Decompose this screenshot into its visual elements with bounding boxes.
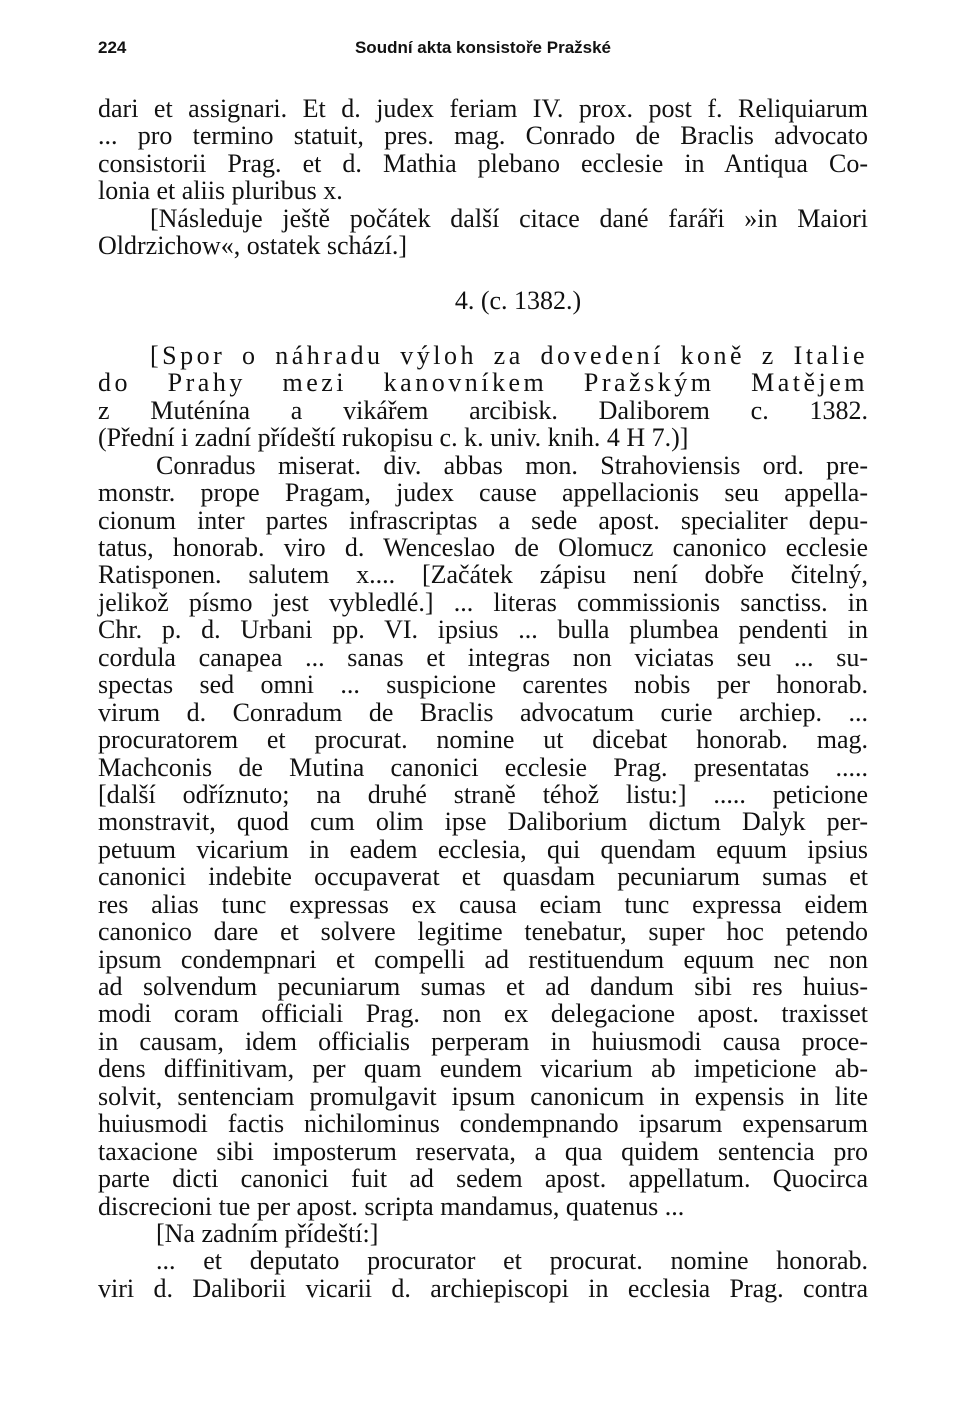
editorial-note: Oldrzichow«, ostatek schází.] bbox=[98, 231, 408, 261]
text-line: tatus, honorab. viro d. Wenceslao de Olomucz canonico ecclesie bbox=[98, 533, 868, 562]
text-line: Conradus miserat. div. abbas mon. Strahoviensis ord. pre- bbox=[156, 450, 868, 480]
text-line: res alias tunc expressas ex causa eciam tunc expressa eidem bbox=[98, 889, 868, 919]
section-summary: z Muténína a vikářem arcibisk. Daliborem c. 1382. bbox=[98, 395, 868, 425]
text-line: ... et deputato procurator et procurat. nomine honorab. bbox=[156, 1246, 868, 1276]
text-line: consistorii Prag. et d. Mathia plebano ecclesie in Antiqua Co- bbox=[98, 148, 868, 178]
text-line: virum d. Conradum de Braclis advocatum curie archiep. ... bbox=[98, 697, 868, 727]
text-line: jelikož písmo jest vybledlé.] ... literas commissionis sanctiss. in bbox=[98, 587, 868, 617]
source-note: (Přední i zadní přídeští rukopisu c. k. univ. knih. 4 H 7.)] bbox=[98, 423, 689, 453]
running-title: Soudní akta konsistoře Pražské bbox=[354, 38, 612, 57]
text-line: cionum inter partes infrascriptas a sede apost. specialiter depu- bbox=[98, 505, 868, 535]
text-line: petuum vicarium in eadem ecclesia, qui quendam equum ipsius bbox=[98, 834, 868, 864]
text-line: modi coram officiali Prag. non ex delegacione apost. traxisset bbox=[98, 999, 868, 1029]
text-line: discrecioni tue per apost. scripta mandamus, quatenus ... bbox=[98, 1191, 685, 1221]
editorial-note: [Následuje ještě počátek další citace dané faráři »in Maiori bbox=[150, 203, 868, 233]
text-line: Machconis de Mutina canonici ecclesie Prag. presentatas ..... bbox=[98, 752, 868, 782]
text-line: ... pro termino statuit, pres. mag. Conrado de Braclis advocato bbox=[98, 121, 868, 151]
text-line: canonici indebite occupaverat et quasdam pecuniarum sumas et bbox=[98, 862, 868, 892]
text-line: solvit, sentenciam promulgavit ipsum canonicum in expensis in lite bbox=[98, 1081, 868, 1111]
document-body bbox=[98, 95, 868, 1302]
text-line: dens diffinitivam, per quam eundem vicarium ab impeticione ab- bbox=[98, 1054, 868, 1084]
text-line: parte dicti canonici fuit ad sedem apost. appellatum. Quocirca bbox=[98, 1164, 868, 1194]
page-number: 224 bbox=[98, 38, 127, 57]
section-number: 4. (c. 1382.) bbox=[454, 286, 582, 316]
text-line: Chr. p. d. Urbani pp. VI. ipsius ... bulla plumbea pendenti in bbox=[98, 615, 868, 645]
text-line: dari et assignari. Et d. judex feriam IV. prox. post f. Reliquiarum bbox=[98, 94, 868, 123]
text-line: [další odříznuto; na druhé straně téhož listu:] ..... peticione bbox=[98, 779, 868, 809]
text-line: viri d. Daliborii vicarii d. archiepiscopi in ecclesia Prag. contra bbox=[98, 1273, 868, 1303]
text-line: ipsum condempnari et compelli ad restituendum equum nec non bbox=[98, 944, 868, 974]
blank-line bbox=[98, 260, 868, 287]
text-line: lonia et aliis pluribus x. bbox=[98, 176, 343, 206]
text-line: Ratisponen. salutem x.... [Začátek zápisu není dobře čitelný, bbox=[98, 560, 868, 590]
text-line: monstravit, quod cum olim ipse Daliborium dictum Dalyk per- bbox=[98, 807, 868, 837]
text-line: monstr. prope Pragam, judex cause appellacionis seu appella- bbox=[98, 478, 868, 508]
text-line: ad solvendum pecuniarum sumas et ad dandum sibi res huius- bbox=[98, 972, 868, 1001]
text-line: spectas sed omni ... suspicione carentes nobis per honorab. bbox=[98, 670, 868, 700]
blank-line bbox=[98, 315, 868, 342]
text-line: procuratorem et procurat. nomine ut dicebat honorab. mag. bbox=[98, 725, 868, 755]
editorial-note: [Na zadním přídeští:] bbox=[156, 1218, 379, 1248]
text-line: canonico dare et solvere legitime tenebatur, super hoc petendo bbox=[98, 917, 868, 947]
text-line: in causam, idem officialis perperam in huiusmodi causa proce- bbox=[98, 1026, 868, 1056]
section-summary: [Spor o náhradu výloh za dovedení koně z Italie bbox=[150, 340, 868, 370]
text-line: cordula canapea ... sanas et integras non viciatas seu ... su- bbox=[98, 642, 868, 672]
text-line: huiusmodi factis nichilominus condempnando ipsarum expensarum bbox=[98, 1109, 868, 1139]
text-line: taxacione sibi imposterum reservata, a qua quidem sentencia pro bbox=[98, 1136, 868, 1166]
section-summary: do Prahy mezi kanovníkem Pražským Matějem bbox=[98, 368, 868, 398]
page-header bbox=[98, 38, 868, 68]
